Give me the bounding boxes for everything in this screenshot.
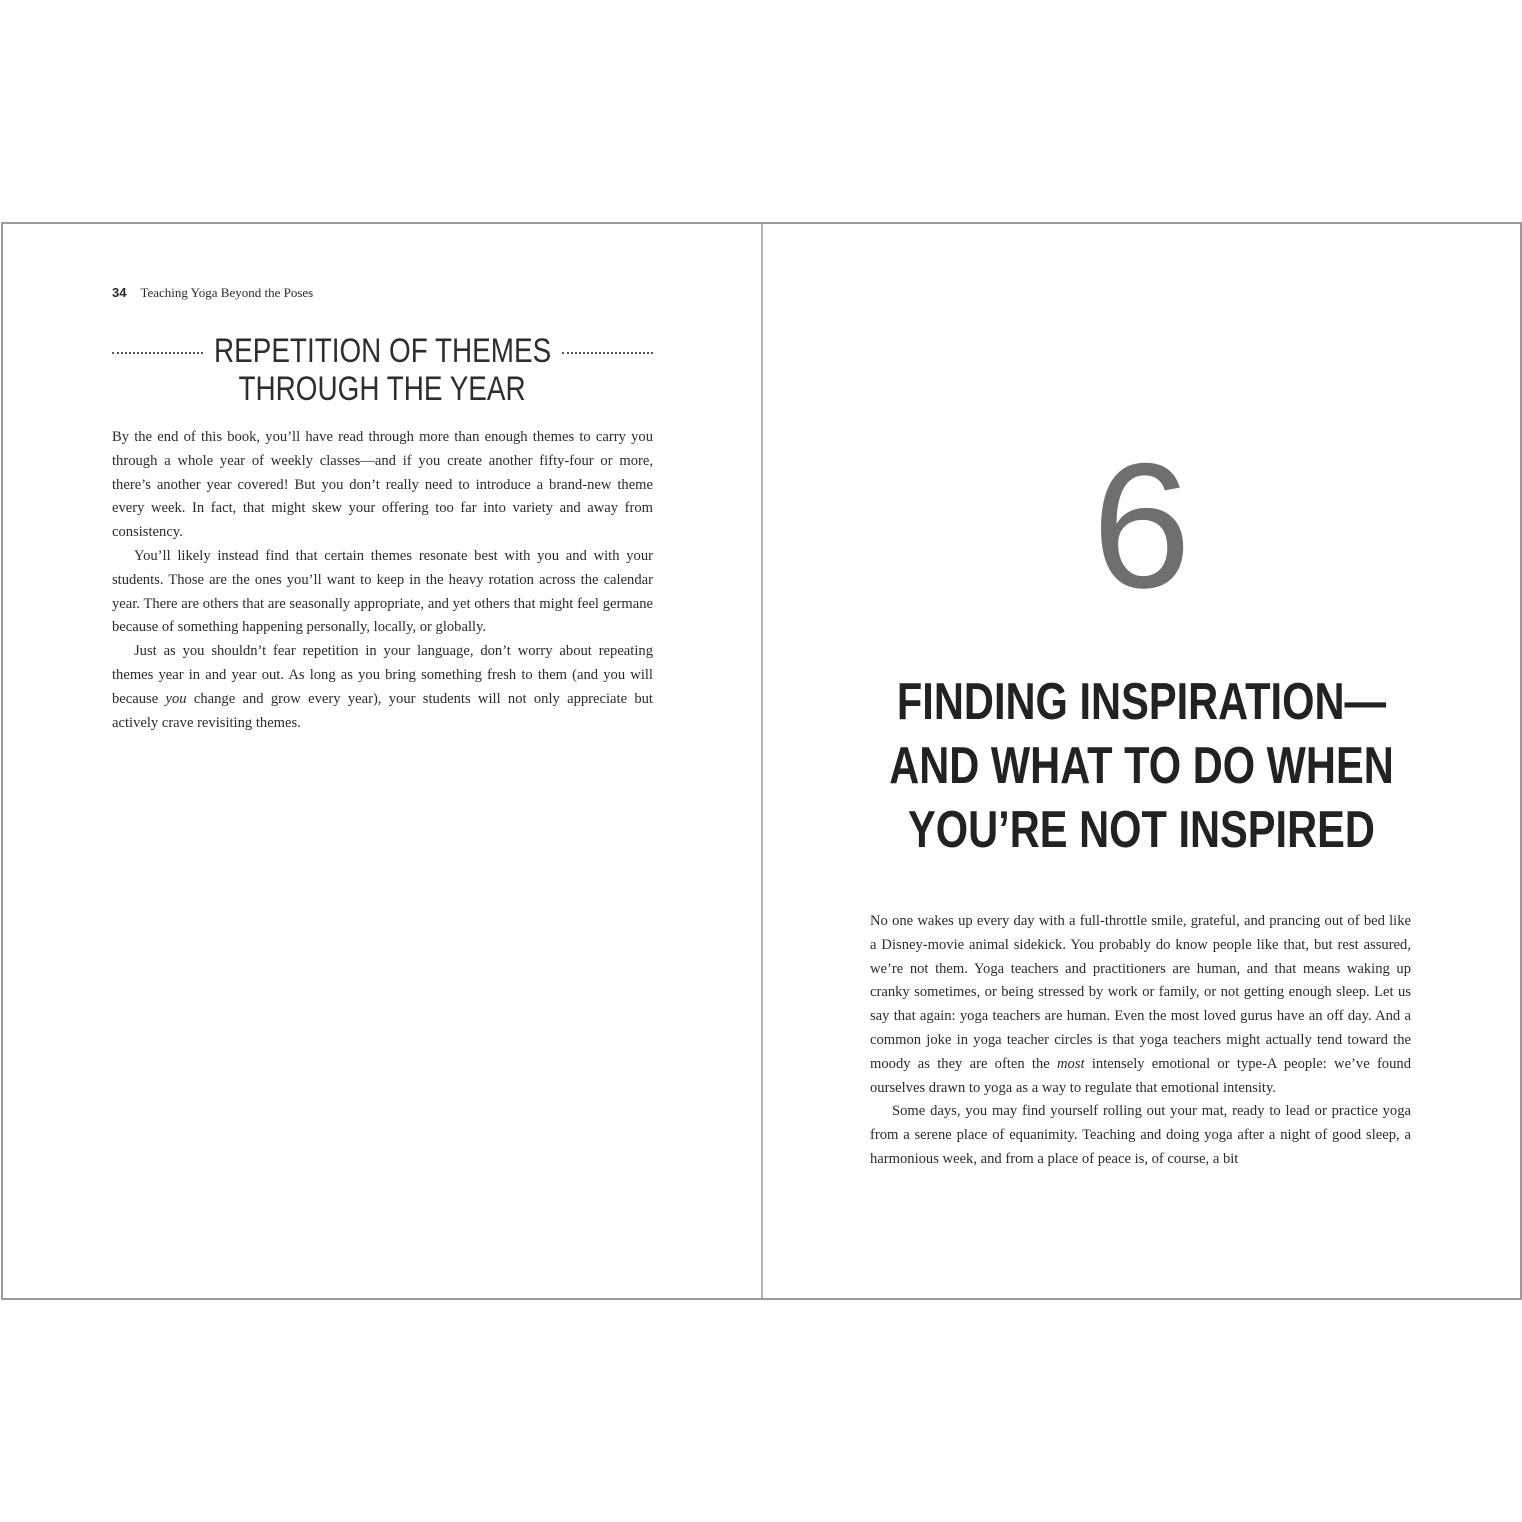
page-number: 34 [112,285,127,300]
paragraph: You’ll likely instead find that certain themes resonate best with you and with your students. Those are the ones you’ll want to keep in the heavy rotation across the calendar year. There are others that are seasonally appropriate, and yet others that might feel germane because of something happening personally, locally, or globally. [112,547,653,636]
chapter-title-line-1: FINDING INSPIRATION— [896,673,1387,731]
paragraph [112,640,653,735]
paragraph: By the end of this book, you’ll have read through more than enough themes to carry you through a whole year of weekly classes—and if you create another fifty-four or more, there’s another year covered! But you don’t really need to introduce a brand-new theme every week. In fact, that might skew your offering too far into variety and away from consistency. [112,429,653,541]
running-header [112,285,313,301]
book-spread [1,222,1522,1300]
section-heading-row [112,332,653,370]
emphasis-text: you [165,690,187,707]
running-title: Teaching Yoga Beyond the Poses [140,285,314,300]
paragraph: Some days, you may find yourself rolling out your mat, ready to lead or practice yoga from a serene place of equanimity. Teaching and doing yoga after a night of good sleep, a harmonious week, and from a place of peace is, of course, a bit [870,1103,1411,1167]
section-heading-line-2: THROUGH THE YEAR [238,370,527,408]
left-body-text [112,426,653,735]
right-body-text [870,910,1411,1172]
left-page [3,224,761,1298]
section-heading-row [112,370,653,410]
chapter-title-line-3: YOU’RE NOT INSPIRED [908,801,1375,859]
paragraph-text: Just as you shouldn’t fear repetition in your language, don’t worry about repeating themes year in and year out. As long as you bring something fresh to them (and you will because [112,643,653,707]
emphasis-text: most [1057,1055,1085,1072]
paragraph-text: intensely emotional or type-A people: we’ve found ourselves drawn to yoga as a way to regulate that emotional intensity. [870,1055,1411,1096]
chapter-title [823,670,1460,862]
section-heading-line-1: REPETITION OF THEMES [213,332,552,370]
chapter-title-line-2: AND WHAT TO DO WHEN [889,737,1394,795]
paragraph-text: change and grow every year), your students will not only appreciate but actively crave revisiting themes. [112,690,653,731]
paragraph [870,910,1411,1100]
dotted-rule-right [562,352,653,354]
dotted-rule-left [112,352,203,354]
chapter-number: 6 [1092,426,1191,625]
paragraph-text: No one wakes up every day with a full-throttle smile, grateful, and prancing out of bed like a Disney-movie animal sidekick. You probably do know people like that, but rest assured, we’re not them. Yoga teachers and practitioners are human, and that means waking up cranky sometimes, or being stressed by work or family, or not getting enough sleep. Let us say that again: yoga teachers are human. Even the most loved gurus have an off day. And a common joke in yoga teacher circles is that yoga teachers might actually tend toward the moody as they are often the [870,913,1411,1072]
right-page [763,224,1520,1298]
section-heading [112,332,653,410]
